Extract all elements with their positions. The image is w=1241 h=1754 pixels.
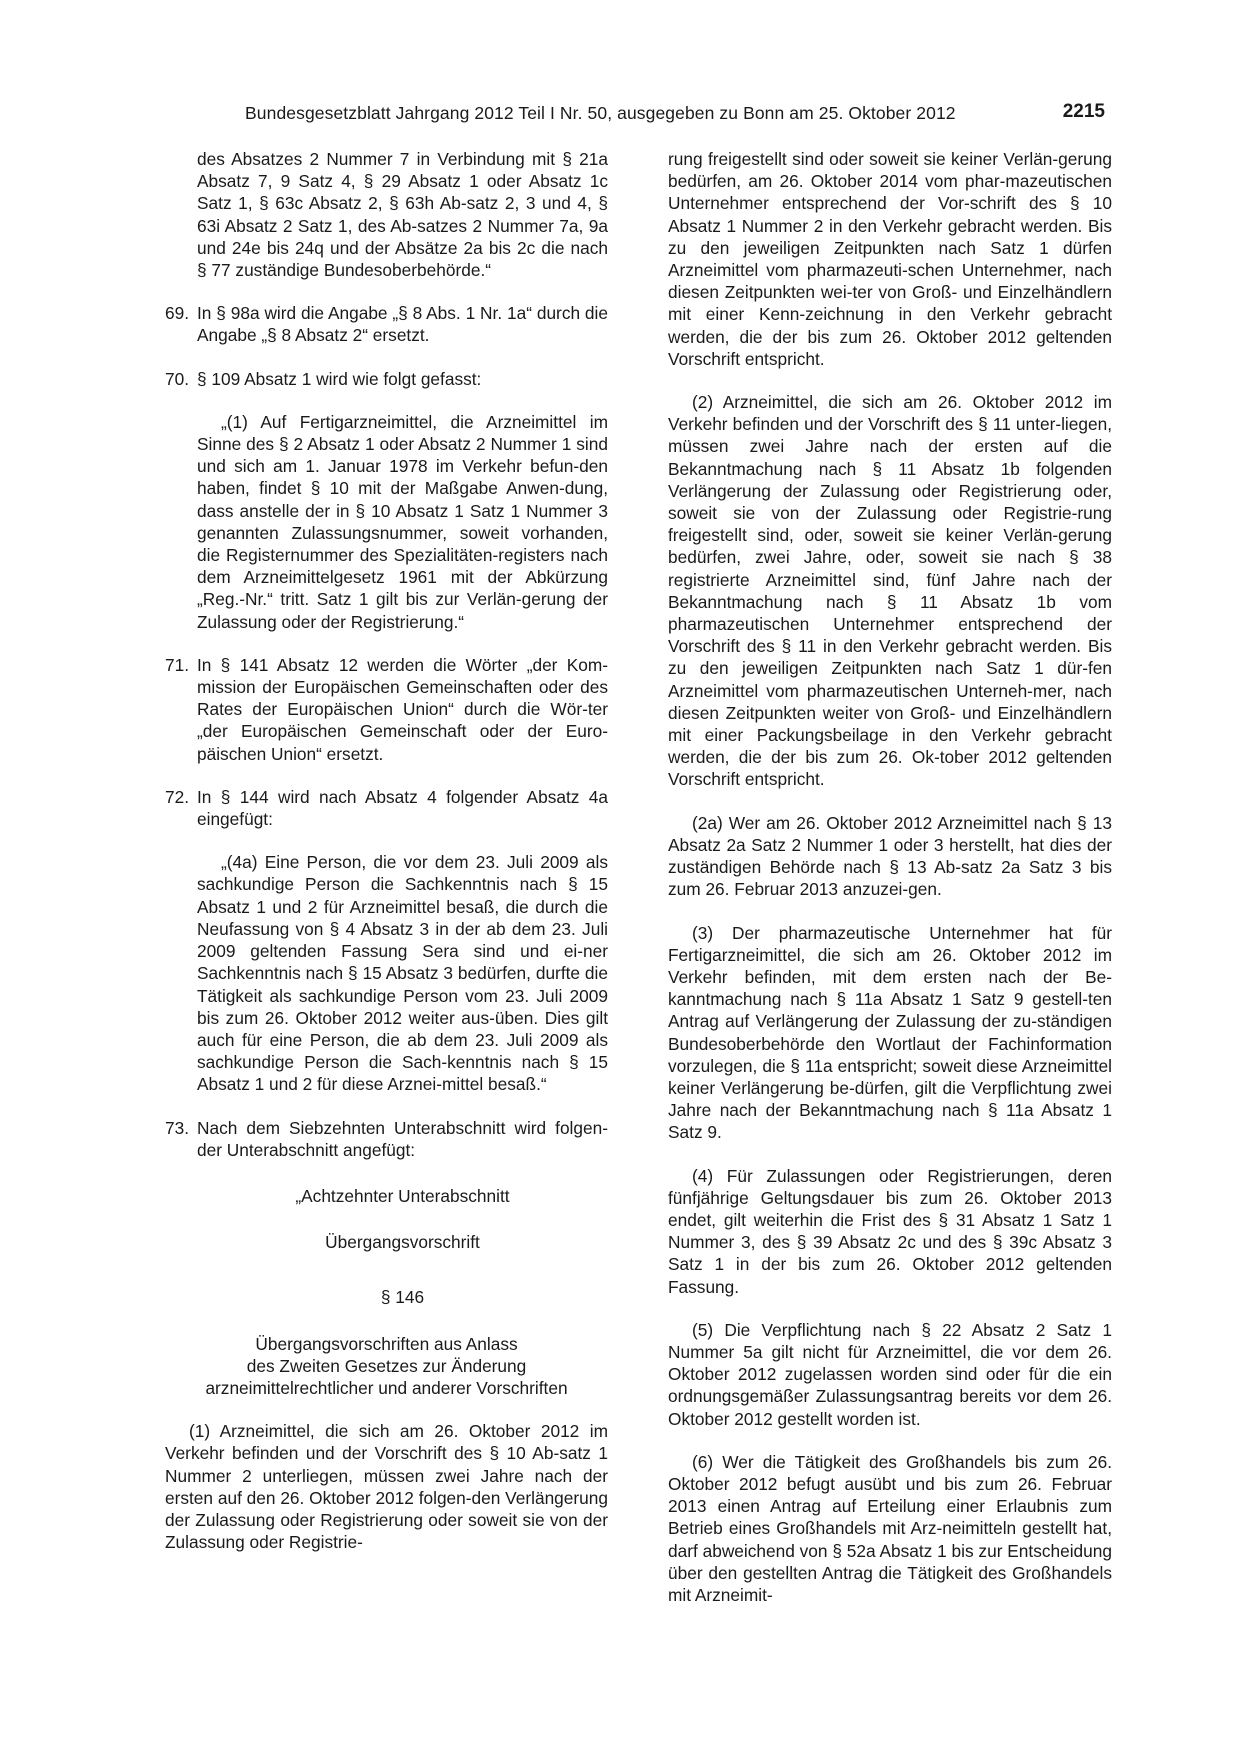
item-text: In § 144 wird nach Absatz 4 folgender Absatz 4a eingefügt: bbox=[197, 786, 608, 830]
paragraph-3: (3) Der pharmazeutische Unternehmer hat für Fertigarzneimittel, die sich am 26. Oktober 2012 im Verkehr befinden, mit dem ersten nach der Be-kanntmachung nach § 11a Absatz 1 Satz 9 gestell-ten Antrag auf Verlängerung der Zulassung der zu-ständigen Bundesoberbehörde den Wortlaut der Fachinformation vorzulegen, die § 11a entspricht; soweit diese Arzneimittel keiner Verlängerung be-dürfen, gilt die Verpflichtung zwei Jahre nach der Bekanntmachung nach § 11a Absatz 1 Satz 9. bbox=[668, 922, 1112, 1143]
page-number: 2215 bbox=[1062, 101, 1105, 122]
paragraph-4: (4) Für Zulassungen oder Registrierungen, deren fünfjährige Geltungsdauer bis zum 26. Oktober 2013 endet, gilt weiterhin die Frist des § 31 Absatz 1 Satz 1 Nummer 3, des § 39 Absatz 2c und des § 39c Absatz 3 Satz 1 in der bis zum 26. Oktober 2012 geltenden Fassung. bbox=[668, 1165, 1112, 1297]
paragraph-1-continued: rung freigestellt sind oder soweit sie keiner Verlän-gerung bedürfen, am 26. Oktober 2014 vom phar-mazeutischen Unternehmer entsprechend der Vor-schrift des § 10 Absatz 1 Nummer 2 in den Verkehr gebracht werden. Bis zu den jeweiligen Zeitpunkten nach Satz 1 dürfen Arzneimittel vom pharmazeuti-schen Unternehmer, nach diesen Zeitpunkten wei-ter von Groß- und Einzelhändlern mit einer Kenn-zeichnung in den Verkehr gebracht werden, die der bis zum 26. Oktober 2012 geltenden Vorschrift entspricht. bbox=[668, 149, 1112, 369]
item-text: § 109 Absatz 1 wird wie folgt gefasst: bbox=[197, 368, 482, 389]
item-number: 72. bbox=[165, 786, 190, 807]
section-number: § 146 bbox=[380, 1287, 425, 1308]
item-number: 71. bbox=[165, 654, 190, 675]
item-number: 73. bbox=[165, 1117, 190, 1138]
item-text: In § 141 Absatz 12 werden die Wörter „der Kom-mission der Europäischen Gemeinschaften oder des Rates der Europäischen Union“ durch die Wör-ter „der Europäischen Gemeinschaft oder der Euro-päischen Union“ ersetzt. bbox=[197, 654, 608, 764]
list-item-73 bbox=[165, 1117, 608, 1161]
list-item-69 bbox=[165, 302, 608, 346]
paragraph-2: (2) Arzneimittel, die sich am 26. Oktober 2012 im Verkehr befinden und der Vorschrift des § 11 unter-liegen, müssen zwei Jahre nach der ersten auf die Bekanntmachung nach § 11 Absatz 1b folgenden Verlängerung der Zulassung oder Registrierung oder, soweit sie von der Zulassung oder Registrie-rung freigestellt sind, oder, soweit sie keiner Verlän-gerung bedürfen, zwei Jahre, oder, soweit sie nach § 38 registrierte Arzneimittel sind, fünf Jahre nach der Bekanntmachung nach § 11 Absatz 1b vom pharmazeutischen Unternehmer entsprechend der Vorschrift des § 11 in den Verkehr gebracht werden. Bis zu den jeweiligen Zeitpunkten nach Satz 1 dür-fen Arzneimittel vom pharmazeutischen Unterneh-mer, nach diesen Zeitpunkten weiter von Groß- und Einzelhändlern mit einer Packungsbeilage in den Verkehr gebracht werden, die der bis zum 26. Ok-tober 2012 geltenden Vorschrift entspricht. bbox=[668, 392, 1112, 790]
subsection-heading: „Achtzehnter Unterabschnitt bbox=[295, 1185, 510, 1206]
continued-item-text: des Absatzes 2 Nummer 7 in Verbindung mit § 21a Absatz 7, 9 Satz 4, § 29 Absatz 1 oder Absatz 1c Satz 1, § 63c Absatz 2, § 63h Ab-satz 2, 3 und 4, § 63i Absatz 2 Satz 1, des Ab-satzes 2 Nummer 7a, 9a und 24e bis 24q und der Absätze 2a bis 2c die nach § 77 zuständige Bundesoberbehörde.“ bbox=[197, 149, 608, 281]
list-item-70 bbox=[165, 368, 608, 390]
running-header bbox=[245, 101, 1105, 131]
item-number: 70. bbox=[165, 368, 190, 389]
left-column bbox=[165, 148, 608, 1553]
paragraph-5: (5) Die Verpflichtung nach § 22 Absatz 2 Satz 1 Nummer 5a gilt nicht für Arzneimittel, die vor dem 26. Oktober 2012 zugelassen worden sind oder für die ein ordnungsgemäßer Zulassungsantrag bereits vor dem 26. Oktober 2012 gestellt worden ist. bbox=[668, 1319, 1112, 1429]
quoted-amendment-144: „(4a) Eine Person, die vor dem 23. Juli 2009 als sachkundige Person die Sachkenntnis nach § 15 Absatz 1 und 2 für Arzneimittel besaß, die durch die Neufassung von § 4 Absatz 3 in der ab dem 23. Juli 2009 geltenden Fassung Sera sind und ei-ner Sachkenntnis nach § 15 Absatz 3 bedürfen, durfte die Tätigkeit als sachkundige Person vom 23. Juli 2009 bis zum 26. Oktober 2012 weiter aus-üben. Dies gilt auch für eine Person, die ab dem 23. Juli 2009 als sachkundige Person die Sach-kenntnis nach § 15 Absatz 1 und 2 für diese Arznei-mittel besaß.“ bbox=[197, 852, 608, 1095]
right-column bbox=[668, 148, 1112, 1606]
paragraph-6: (6) Wer die Tätigkeit des Großhandels bis zum 26. Oktober 2012 befugt ausübt und bis zum 26. Februar 2013 einen Antrag auf Erteilung einer Erlaubnis zum Betrieb eines Großhandels mit Arz-neimitteln gestellt hat, darf abweichend von § 52a Absatz 1 bis zur Entscheidung über den gestellten Antrag die Tätigkeit des Großhandels mit Arzneimit- bbox=[668, 1451, 1112, 1605]
running-title: Bundesgesetzblatt Jahrgang 2012 Teil I Nr. 50, ausgegeben zu Bonn am 25. Oktober 2012 bbox=[245, 103, 956, 123]
paragraph-2a: (2a) Wer am 26. Oktober 2012 Arzneimittel nach § 13 Absatz 2a Satz 2 Nummer 1 oder 3 herstellt, hat dies der zuständigen Behörde nach § 13 Ab-satz 2a Satz 3 bis zum 26. Februar 2013 anzuzei-gen. bbox=[668, 812, 1112, 900]
list-item-71 bbox=[165, 654, 608, 765]
item-number: 69. bbox=[165, 303, 190, 324]
paragraph-1: (1) Arzneimittel, die sich am 26. Oktober 2012 im Verkehr befinden und der Vorschrift des § 10 Ab-satz 1 Nummer 2 unterliegen, müssen zwei Jahre nach der ersten auf den 26. Oktober 2012 folgen-den Verlängerung der Zulassung oder Registrierung oder soweit sie von der Zulassung oder Registrie- bbox=[165, 1421, 608, 1553]
section-title-line-1: Übergangsvorschriften aus Anlass bbox=[255, 1333, 518, 1354]
quoted-amendment-109: „(1) Auf Fertigarzneimittel, die Arzneimittel im Sinne des § 2 Absatz 1 oder Absatz 2 Nummer 1 sind und sich am 1. Januar 1978 im Verkehr befun-den haben, findet § 10 mit der Maßgabe Anwen-dung, dass anstelle der in § 10 Absatz 1 Satz 1 Nummer 3 genannten Zulassungsnummer, soweit vorhanden, die Registernummer des Spezialitäten-registers nach dem Arzneimittelgesetz 1961 mit der Abkürzung „Reg.-Nr.“ tritt. Satz 1 gilt bis zur Verlän-gerung der Zulassung oder der Registrierung.“ bbox=[197, 411, 608, 632]
list-item-72 bbox=[165, 786, 608, 830]
section-title-line-2: des Zweiten Gesetzes zur Änderung bbox=[246, 1355, 527, 1376]
item-text: Nach dem Siebzehnten Unterabschnitt wird folgen-der Unterabschnitt angefügt: bbox=[197, 1117, 608, 1160]
transition-heading: Übergangsvorschrift bbox=[325, 1232, 480, 1253]
item-text: In § 98a wird die Angabe „§ 8 Abs. 1 Nr. 1a“ durch die Angabe „§ 8 Absatz 2“ ersetzt. bbox=[197, 303, 608, 346]
section-title-line-3: arzneimittelrechtlicher und anderer Vorschriften bbox=[205, 1377, 568, 1398]
